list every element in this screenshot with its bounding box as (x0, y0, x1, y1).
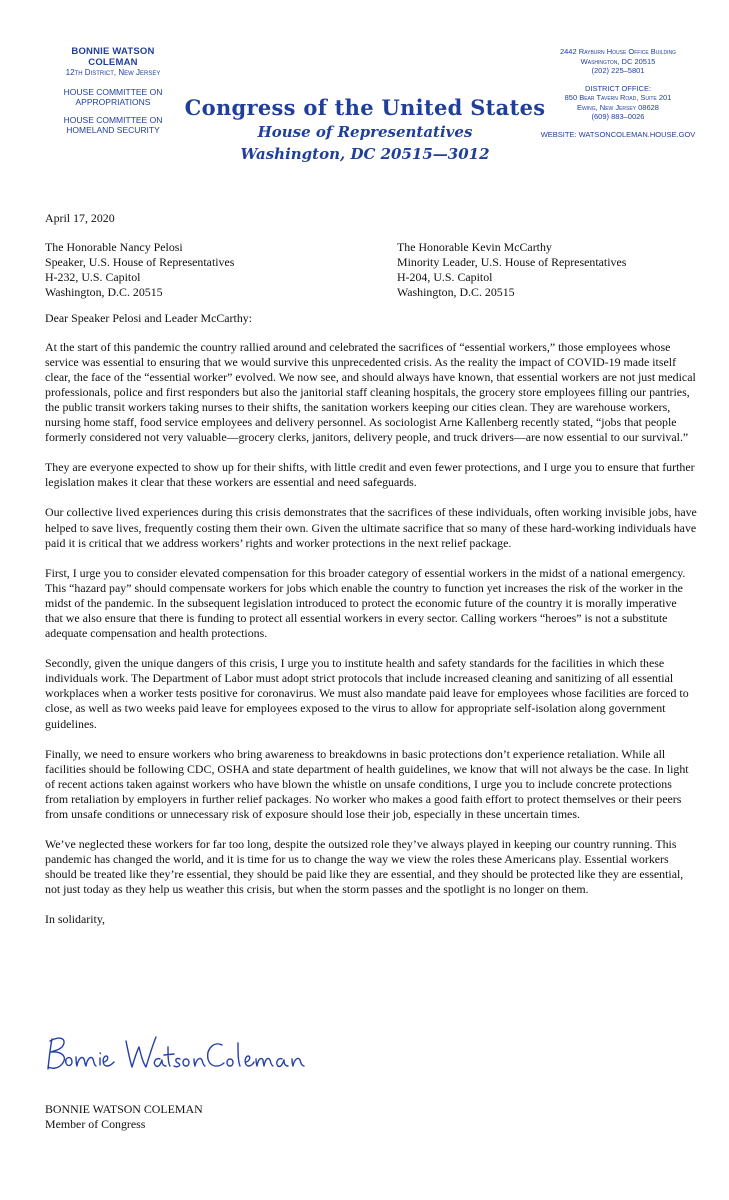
signer-block (45, 1102, 203, 1132)
committee-appropriations (48, 87, 178, 108)
letterhead-masthead (180, 95, 550, 165)
committee-homeland-security (48, 115, 178, 136)
recipient-line: H-232, U.S. Capitol (45, 270, 141, 285)
paragraph-hazard-pay: First, I urge you to consider elevated compensation for this broader category of essential workers in the midst of a national emergency. This “hazard pay” should compensate workers for jobs which enable the country to function yet increases the risk of the worker in the midst of the pandemic. In the subsequent legislation introduced to protect the economic future of the country it is morally imperative that we also ensure that there is funding to protect all essential workers in every sector. Calling workers “heroes” is not a substitute adequate compensation and health protections. (45, 565, 686, 641)
paragraph-retaliation: Finally, we need to ensure workers who bring awareness to breakdowns in basic protections don’t experience retaliation. While all facilities should be following CDC, OSHA and state department of health guidelines, we know that will not always be the case. In light of recent actions taken against workers who have blown the whistle on unsafe conditions, I urge you to include concrete protections from retaliation by employers in further relief packages. No worker who makes a good faith effort to protect themselves or their peers from unsafe conditions or unnecessary risk of exposure should lose their job, especially in these uncertain times. (45, 746, 689, 821)
signature-image (40, 1033, 310, 1077)
masthead-congress: Congress of the United States (184, 95, 546, 120)
committee-appropriations-line2: APPROPRIATIONS (75, 97, 151, 107)
masthead-city: Washington, DC 20515—3012 (240, 145, 490, 163)
member-name: BONNIE WATSON COLEMAN (71, 46, 155, 68)
letterhead-right (528, 47, 708, 139)
paragraph-collective-experiences: Our collective lived experiences during this crisis demonstrates that the sacrifices of these individuals, often working invisible jobs, have helped to save lives, frequently costing them their own. Given the ultimate sacrifice that so many of these hard-working individuals have paid it is critical that we address workers’ rights and worker protections in the next relief package. (45, 505, 697, 550)
paragraph-conclusion: We’ve neglected these workers for far too long, despite the outsized role they’ve always played in keeping our country running. This pandemic has changed the world, and it is time for us to change the way we view the roles these Americans play. Essential workers should be treated like they’re essential, they should be paid like they are essential, and they should be protected like they are essential, not just today as they help us weather this crisis, but when the storm passes and the spotlight is no longer on them. (45, 837, 684, 897)
dc-office-address-line2: Washington, DC 20515 (580, 56, 656, 66)
district-office-line1: 850 Bear Tavern Road, Suite 201 (564, 93, 672, 102)
recipient-line: Washington, D.C. 20515 (45, 285, 163, 300)
committee-appropriations-line1: HOUSE COMMITTEE ON (63, 86, 163, 97)
committee-homeland-line1: HOUSE COMMITTEE ON (63, 114, 163, 125)
website: WEBSITE: WATSONCOLEMAN.HOUSE.GOV (540, 129, 696, 139)
letter-body (45, 211, 697, 928)
paragraph-expected-to-show-up: They are everyone expected to show up for their shifts, with little credit and even fewer protections, and I urge you to ensure that further legislation makes it clear that these workers are essential and need safeguards. (45, 460, 695, 490)
signer-title: Member of Congress (45, 1117, 146, 1132)
letter-date: April 17, 2020 (45, 211, 115, 225)
paragraph-safety-standards: Secondly, given the unique dangers of this crisis, I urge you to institute health and safety standards for the facilities in which these individuals work. The Department of Labor must adopt strict protocols that include increased cleaning and sanitizing of all essential workplaces when a worker tests positive for coronavirus. We must also mandate paid leave for employees whose facilities are forced to close, as well as two weeks paid leave for employees exposed to the virus to allow for appropriate self-isolation along government guidelines. (45, 656, 689, 731)
recipient-line: H-204, U.S. Capitol (397, 270, 493, 285)
letterhead-left (48, 47, 178, 143)
recipient-pelosi (45, 240, 390, 300)
district-office-label: DISTRICT OFFICE: (584, 83, 652, 93)
district-office-phone: (609) 883–0026 (591, 112, 645, 121)
masthead-house: House of Representatives (257, 123, 473, 141)
district-office-line2: Ewing, New Jersey 08628 (577, 102, 659, 112)
recipients (45, 240, 697, 300)
recipient-line: The Honorable Nancy Pelosi (45, 240, 183, 255)
recipient-line: The Honorable Kevin McCarthy (397, 240, 552, 255)
recipient-mccarthy (397, 240, 697, 300)
recipient-line: Speaker, U.S. House of Representatives (45, 255, 235, 270)
recipient-line: Washington, D.C. 20515 (397, 285, 515, 300)
member-district: 12th District, New Jersey (65, 68, 161, 77)
dc-office-address-line1: 2442 Rayburn House Office Building (559, 47, 677, 56)
closing: In solidarity, (45, 912, 105, 927)
committee-homeland-line2: HOMELAND SECURITY (66, 125, 160, 135)
recipient-line: Minority Leader, U.S. House of Representatives (397, 255, 627, 270)
paragraph-essential-workers: At the start of this pandemic the country rallied around and celebrated the sacrifices of “essential workers,” those employees whose service was essential to ensuring that we would survive this unprecedented crisis. As the reality the impact of COVID-19 made itself clear, the face of the “essential worker” evolved. We now see, and should always have known, that essential workers are not just medical professionals, police and first responders but also the janitorial staff cleaning hospitals, the grocery store employees filling our pantries, the public transit workers taking nurses to their shifts, the sanitation workers keeping our cities clean. They are warehouse workers, nursing home staff, food service employees and delivery personnel. As sociologist Arne Kallenberg recently stated, “jobs that people formerly considered not very valuable—grocery clerks, janitors, delivery people, and truck drivers—are now essential to our survival.” (45, 339, 696, 445)
signer-name: BONNIE WATSON COLEMAN (45, 1102, 203, 1116)
dc-office-phone: (202) 225–5801 (591, 66, 645, 75)
salutation: Dear Speaker Pelosi and Leader McCarthy: (45, 311, 253, 326)
